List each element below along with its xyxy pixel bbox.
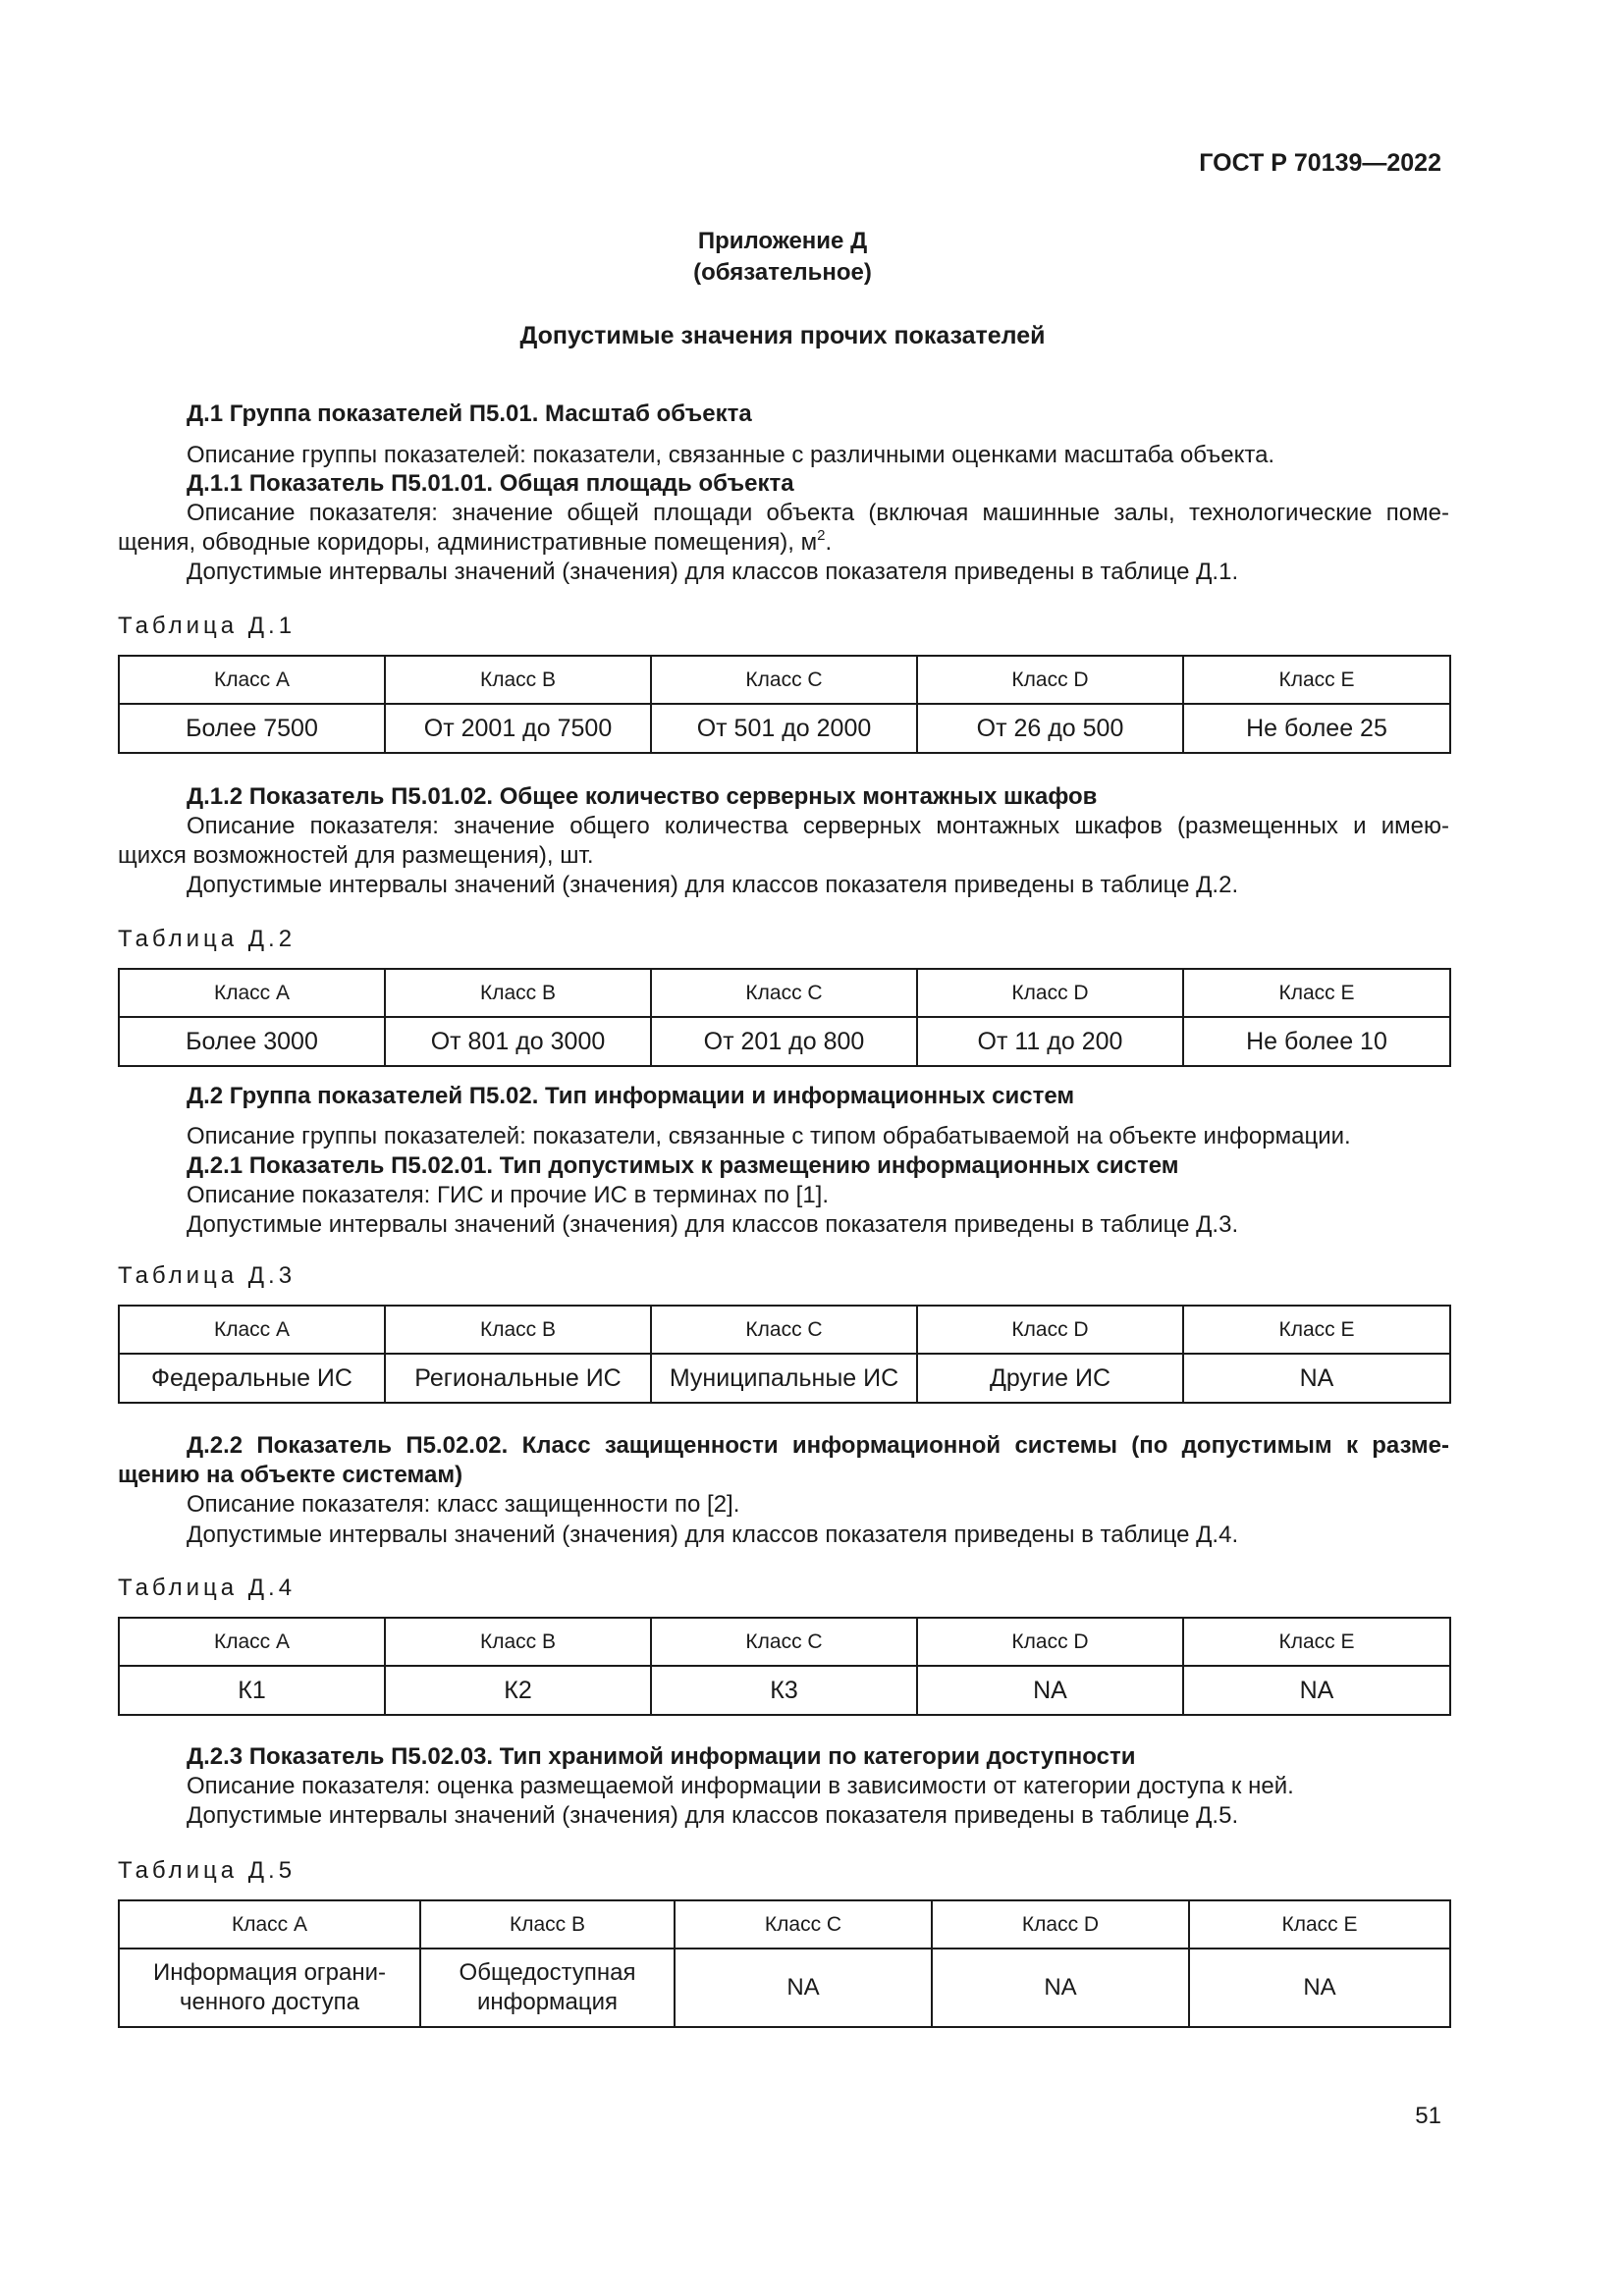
table-cell: NA [1183,1354,1450,1403]
header-cell: Класс A [119,1900,420,1949]
table-row [119,1666,1450,1715]
indicator-description: Описание показателя: оценка размещаемой информации в зависимости от категории доступа к ней. [187,1773,1294,1799]
section-heading: Д.1 Группа показателей П5.01. Масштаб объекта [187,400,752,427]
header-cell: Класс E [1189,1900,1450,1949]
header-cell: Класс C [651,1618,917,1666]
header-cell: Класс B [385,969,651,1017]
table-cell: К1 [119,1666,385,1715]
header-cell: Класс C [675,1900,932,1949]
table-cell: От 501 до 2000 [651,704,917,753]
table-row [119,704,1450,753]
table-cell: От 801 до 3000 [385,1017,651,1066]
header-cell: Класс E [1183,1306,1450,1354]
table-cell: Муниципальные ИС [651,1354,917,1403]
indicator-heading: Д.1.1 Показатель П5.01.01. Общая площадь объекта [187,470,794,497]
indicator-description: Описание показателя: класс защищенности по [2]. [187,1491,740,1518]
table-header-row [119,1306,1450,1354]
table-cell: Не более 25 [1183,704,1450,753]
header-cell: Класс C [651,1306,917,1354]
header-cell: Класс A [119,969,385,1017]
header-cell: Класс B [420,1900,675,1949]
header-cell: Класс C [651,656,917,704]
table-cell: NA [917,1666,1183,1715]
table-cell: Другие ИС [917,1354,1183,1403]
description-text: щения, обводные коридоры, административные помещения), м [118,529,818,556]
table-header-row [119,969,1450,1017]
table-d5 [118,1899,1451,2028]
table-cell: Информация ограни- ченного доступа [119,1949,420,2027]
header-cell: Класс D [917,656,1183,704]
table-caption: Таблица Д.3 [118,1262,297,1289]
header-cell: Класс A [119,1618,385,1666]
table-caption: Таблица Д.5 [118,1857,297,1884]
table-reference: Допустимые интервалы значений (значения) для классов показателя приведены в таблице Д.2. [187,872,1239,898]
table-cell: К2 [385,1666,651,1715]
page-title: Допустимые значения прочих показателей [519,322,1046,349]
page-number: 51 [1415,2103,1441,2129]
header-cell: Класс D [917,969,1183,1017]
table-cell: Общедоступная информация [420,1949,675,2027]
table-cell: От 201 до 800 [651,1017,917,1066]
table-caption: Таблица Д.4 [118,1575,297,1601]
table-d4 [118,1617,1451,1716]
table-cell: NA [932,1949,1189,2027]
header-cell: Класс E [1183,1618,1450,1666]
table-cell: От 2001 до 7500 [385,704,651,753]
header-cell: Класс B [385,1618,651,1666]
table-cell: NA [675,1949,932,2027]
indicator-heading: Д.2.2 Показатель П5.02.02. Класс защищенности информационной системы (по допустимым к разме- [187,1432,1449,1459]
indicator-heading: Д.2.3 Показатель П5.02.03. Тип хранимой информации по категории доступности [187,1743,1136,1770]
table-cell: NA [1183,1666,1450,1715]
table-cell: Не более 10 [1183,1017,1450,1066]
description-end: . [825,529,833,556]
document-code: ГОСТ Р 70139—2022 [1199,149,1441,177]
table-cell: Более 7500 [119,704,385,753]
table-cell: К3 [651,1666,917,1715]
table-row [119,1949,1450,2027]
header-cell: Класс D [917,1618,1183,1666]
header-cell: Класс D [932,1900,1189,1949]
header-cell: Класс E [1183,969,1450,1017]
indicator-heading: Д.1.2 Показатель П5.01.02. Общее количество серверных монтажных шкафов [187,783,1098,810]
table-cell: От 26 до 500 [917,704,1183,753]
header-cell: Класс B [385,1306,651,1354]
table-d3 [118,1305,1451,1404]
table-header-row [119,1618,1450,1666]
header-cell: Класс A [119,1306,385,1354]
table-header-row [119,656,1450,704]
header-cell: Класс C [651,969,917,1017]
indicator-description-cont [118,528,832,558]
indicator-heading-cont: щению на объекте системам) [118,1462,463,1488]
table-caption: Таблица Д.1 [118,613,297,639]
table-d2 [118,968,1451,1067]
table-caption: Таблица Д.2 [118,926,297,952]
table-cell: Региональные ИС [385,1354,651,1403]
table-cell: Более 3000 [119,1017,385,1066]
section-description: Описание группы показателей: показатели, связанные с типом обрабатываемой на объекте информации. [187,1123,1351,1149]
table-row [119,1354,1450,1403]
table-d1 [118,655,1451,754]
indicator-description: Описание показателя: значение общего количества серверных монтажных шкафов (размещенных и имею- [187,813,1449,839]
table-cell: От 11 до 200 [917,1017,1183,1066]
appendix-title: Приложение Д [697,228,868,254]
unit-superscript: 2 [817,527,826,544]
table-cell: NA [1189,1949,1450,2027]
header-cell: Класс A [119,656,385,704]
table-reference: Допустимые интервалы значений (значения) для классов показателя приведены в таблице Д.3. [187,1211,1239,1238]
table-cell: Федеральные ИС [119,1354,385,1403]
table-row [119,1017,1450,1066]
table-header-row [119,1900,1450,1949]
appendix-status: (обязательное) [693,259,872,286]
section-description: Описание группы показателей: показатели, связанные с различными оценками масштаба объекта. [187,442,1275,468]
indicator-description: Описание показателя: значение общей площади объекта (включая машинные залы, технологические поме- [187,500,1449,526]
table-reference: Допустимые интервалы значений (значения) для классов показателя приведены в таблице Д.5. [187,1802,1239,1829]
indicator-description: Описание показателя: ГИС и прочие ИС в терминах по [1]. [187,1182,830,1208]
indicator-description-cont: щихся возможностей для размещения), шт. [118,842,594,869]
table-reference: Допустимые интервалы значений (значения) для классов показателя приведены в таблице Д.1. [187,559,1239,585]
indicator-heading: Д.2.1 Показатель П5.02.01. Тип допустимых к размещению информационных систем [187,1152,1179,1179]
header-cell: Класс B [385,656,651,704]
header-cell: Класс D [917,1306,1183,1354]
header-cell: Класс E [1183,656,1450,704]
section-heading: Д.2 Группа показателей П5.02. Тип информации и информационных систем [187,1083,1075,1109]
table-reference: Допустимые интервалы значений (значения) для классов показателя приведены в таблице Д.4. [187,1522,1239,1548]
